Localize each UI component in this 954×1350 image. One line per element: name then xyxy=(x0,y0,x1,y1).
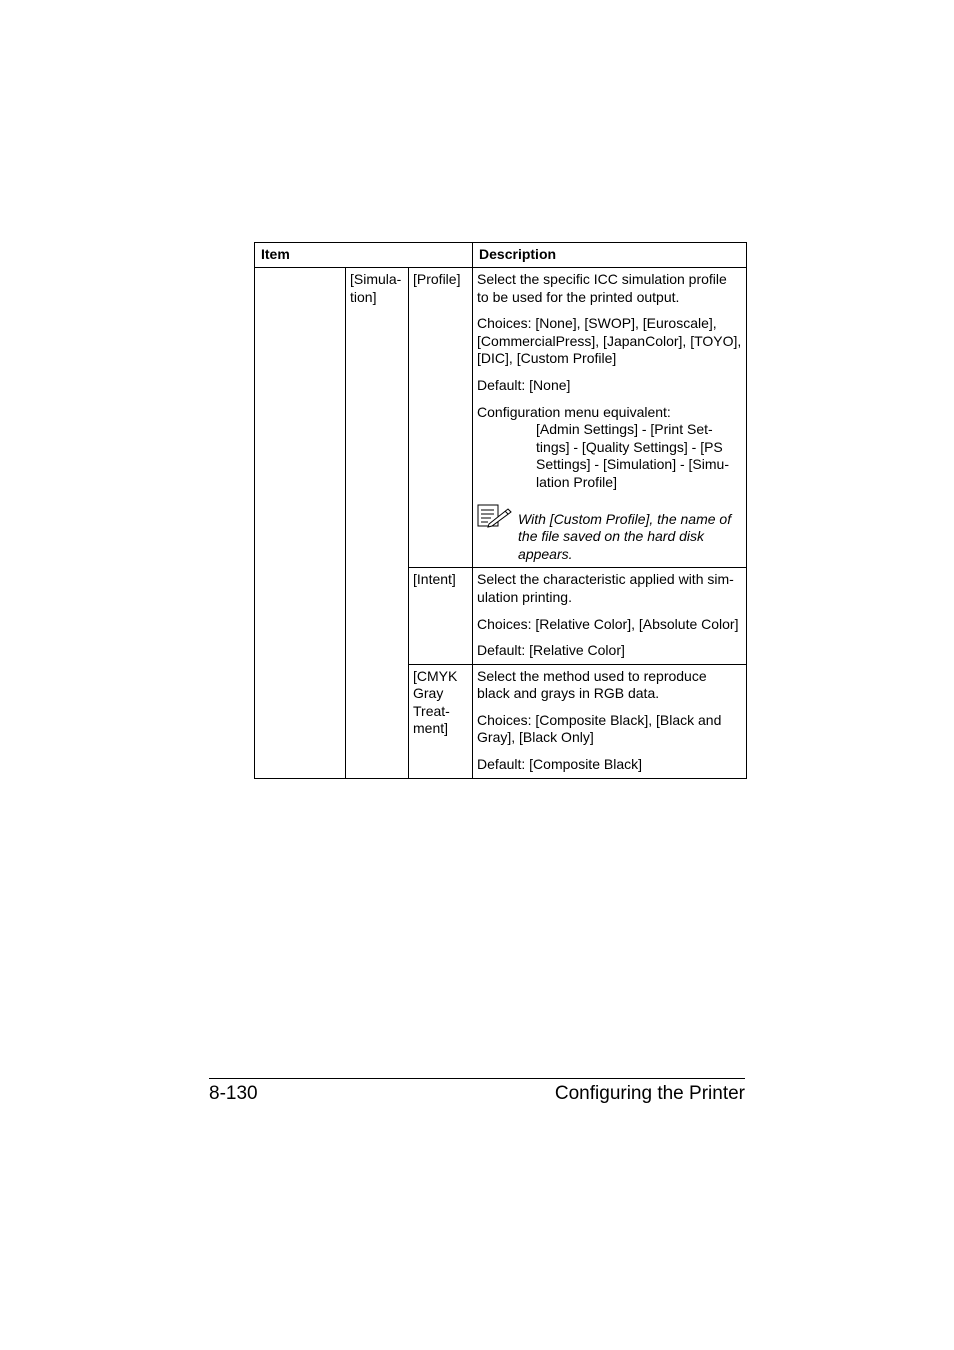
profile-config-label: Configuration menu equivalent: xyxy=(477,403,671,420)
profile-choices: Choices: [None], [SWOP], [Euroscale], [CommercialPress], [JapanColor], [TOYO], [DIC], [Custom Profile] xyxy=(477,315,742,367)
header-item: Item xyxy=(255,243,473,268)
cmyk-description: Select the method used to reproduce black and grays in RGB data. xyxy=(477,667,707,702)
intent-description-cell xyxy=(473,568,747,664)
settings-table xyxy=(254,242,747,779)
page-number: 8-130 xyxy=(209,1083,258,1104)
table-header-row xyxy=(255,243,747,268)
intent-item-cell xyxy=(409,568,473,664)
cmyk-item-label: [CMYK Gray Treat-ment] xyxy=(413,667,458,737)
profile-item-label: [Profile] xyxy=(413,271,461,287)
profile-note xyxy=(477,504,742,564)
empty-item-cell xyxy=(255,268,346,779)
header-description: Description xyxy=(473,243,747,268)
profile-item-cell xyxy=(409,268,473,568)
intent-description: Select the characteristic applied with sim-ulation printing. xyxy=(477,571,734,605)
note-pencil-icon xyxy=(477,504,518,533)
simulation-group-cell xyxy=(346,268,409,779)
simulation-group-label: [Simula- tion] xyxy=(350,271,402,305)
intent-default: Default: [Relative Color] xyxy=(477,642,625,659)
profile-note-text: With [Custom Profile], the name of the file saved on the hard disk appears. xyxy=(518,510,732,562)
section-title: Configuring the Printer xyxy=(554,1083,745,1104)
profile-default: Default: [None] xyxy=(477,376,571,393)
table-row xyxy=(255,268,747,568)
intent-choices: Choices: [Relative Color], [Absolute Color] xyxy=(477,615,739,632)
profile-config-path: [Admin Settings] - [Print Set-tings] - [Quality Settings] - [PS Settings] - [Simulation] - [Simu-lation Profile] xyxy=(536,421,729,490)
cmyk-choices: Choices: [Composite Black], [Black and Gray], [Black Only] xyxy=(477,711,722,746)
cmyk-item-cell xyxy=(409,664,473,778)
profile-description: Select the specific ICC simulation profile to be used for the printed output. xyxy=(477,271,727,305)
cmyk-default: Default: [Composite Black] xyxy=(477,756,642,773)
footer-divider xyxy=(209,1078,745,1079)
profile-description-cell xyxy=(473,268,747,568)
cmyk-description-cell xyxy=(473,664,747,778)
intent-item-label: [Intent] xyxy=(413,571,456,588)
